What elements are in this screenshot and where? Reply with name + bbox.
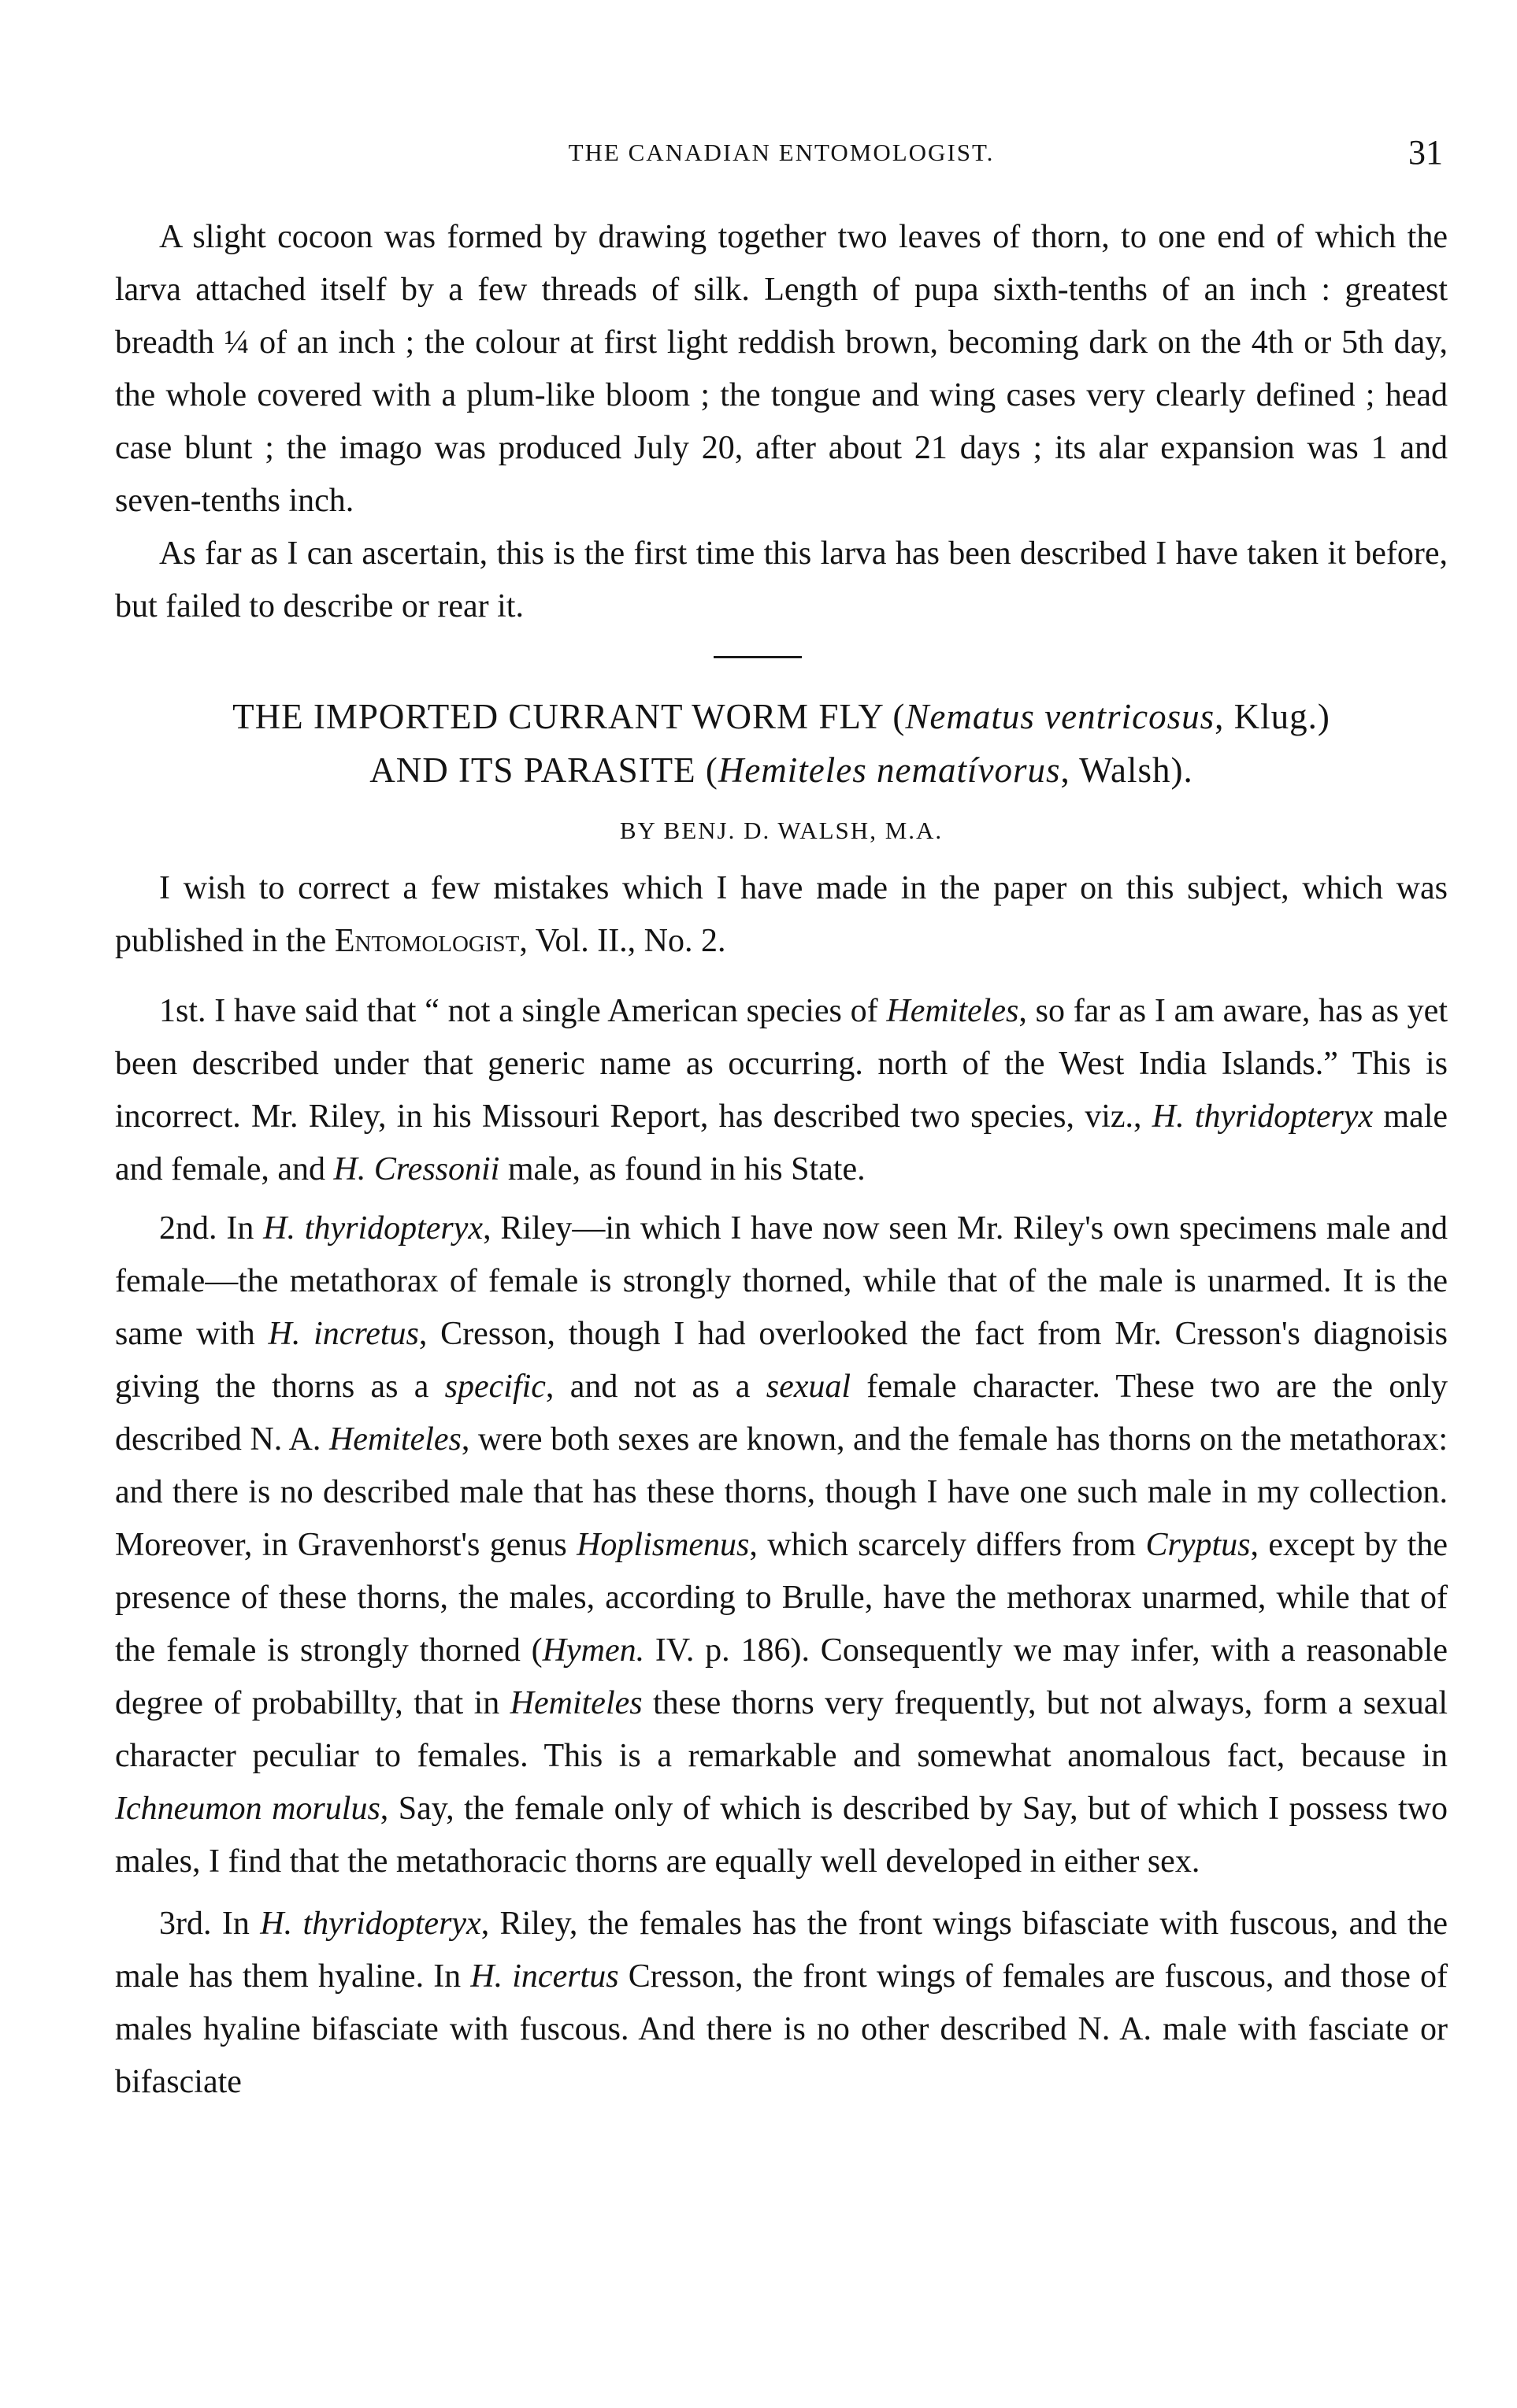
article-body — [115, 862, 1448, 2109]
article-title — [115, 690, 1448, 850]
body-paragraph-3: 2nd. In H. thyridopteryx, Riley—in which I have now seen Mr. Riley's own specimens male and female—the metathorax of female is strongly thorned, while that of the male is unarmed. It is the same with H. incretus, Cresson, though I had overlooked the fact from Mr. Cresson's diagnoisis giving the thorns as a specific, and not as a sexual female character. These two are the only described N. A. Hemiteles, were both sexes are known, and the female has thorns on the metathorax: and there is no described male that has these thorns, though I have one such male in my collection. Moreover, in Gravenhorst's genus Hoplismenus, which scarcely differs from Cryptus, except by the presence of these thorns, the males, according to Brulle, have the methorax unarmed, while that of the female is strongly thorned (Hymen. IV. p. 186). Consequently we may infer, with a reasonable degree of probabillty, that in Hemiteles these thorns very frequently, but not always, form a sexual character peculiar to females. This is a remarkable and somewhat anomalous fact, because in Ichneumon morulus, Say, the female only of which is described by Say, but of which I possess two males, I find that the metathoracic thorns are equally well developed in either sex. — [115, 1210, 1448, 1880]
author-byline: BY BENJ. D. WALSH, M.A. — [619, 817, 944, 844]
intro-paragraph-2: As far as I can ascertain, this is the first time this larva has been described I have taken it before, but failed to describe or rear it. — [115, 535, 1448, 624]
section-divider — [714, 656, 802, 658]
intro-paragraph-1: A slight cocoon was formed by drawing together two leaves of thorn, to one end of which the larva attached itself by a few threads of silk. Length of pupa sixth-tenths of an inch : greatest breadth ¼ of an inch ; the colour at first light reddish brown, becoming dark on the 4th or 5th day, the whole covered with a plum-like bloom ; the tongue and wing cases very clearly defined ; head case blunt ; the imago was produced July 20, after about 21 days ; its alar expansion was 1 and seven-tenths inch. — [115, 219, 1448, 519]
body-paragraph-4: 3rd. In H. thyridopteryx, Riley, the females has the front wings bifasciate with fuscous, and the male has them hyaline. In H. incertus Cresson, the front wings of females are fuscous, and those of males hyaline bifasciate with fuscous. And there is no other described N. A. male with fasciate or bifasciate — [115, 1906, 1448, 2100]
intro-section — [115, 211, 1448, 633]
title-line-2: AND ITS PARASITE (Hemiteles nematívorus, Walsh). — [369, 750, 1193, 790]
body-paragraph-1: I wish to correct a few mistakes which I have made in the paper on this subject, which was published in the Entomologist, Vol. II., No. 2. — [115, 870, 1448, 959]
title-line-1: THE IMPORTED CURRANT WORM FLY (Nematus ventricosus, Klug.) — [232, 697, 1330, 736]
page-number: 31 — [1408, 133, 1443, 172]
running-head — [115, 132, 1448, 180]
running-title: THE CANADIAN ENTOMOLOGIST. — [568, 139, 995, 166]
body-paragraph-2: 1st. I have said that “ not a single American species of Hemiteles, so far as I am aware, has as yet been described under that generic name as occurring. north of the West India Islands.” This is incorrect. Mr. Riley, in his Missouri Report, has described two species, viz., H. thyridopteryx male and female, and H. Cressonii male, as found in his State. — [115, 993, 1448, 1187]
